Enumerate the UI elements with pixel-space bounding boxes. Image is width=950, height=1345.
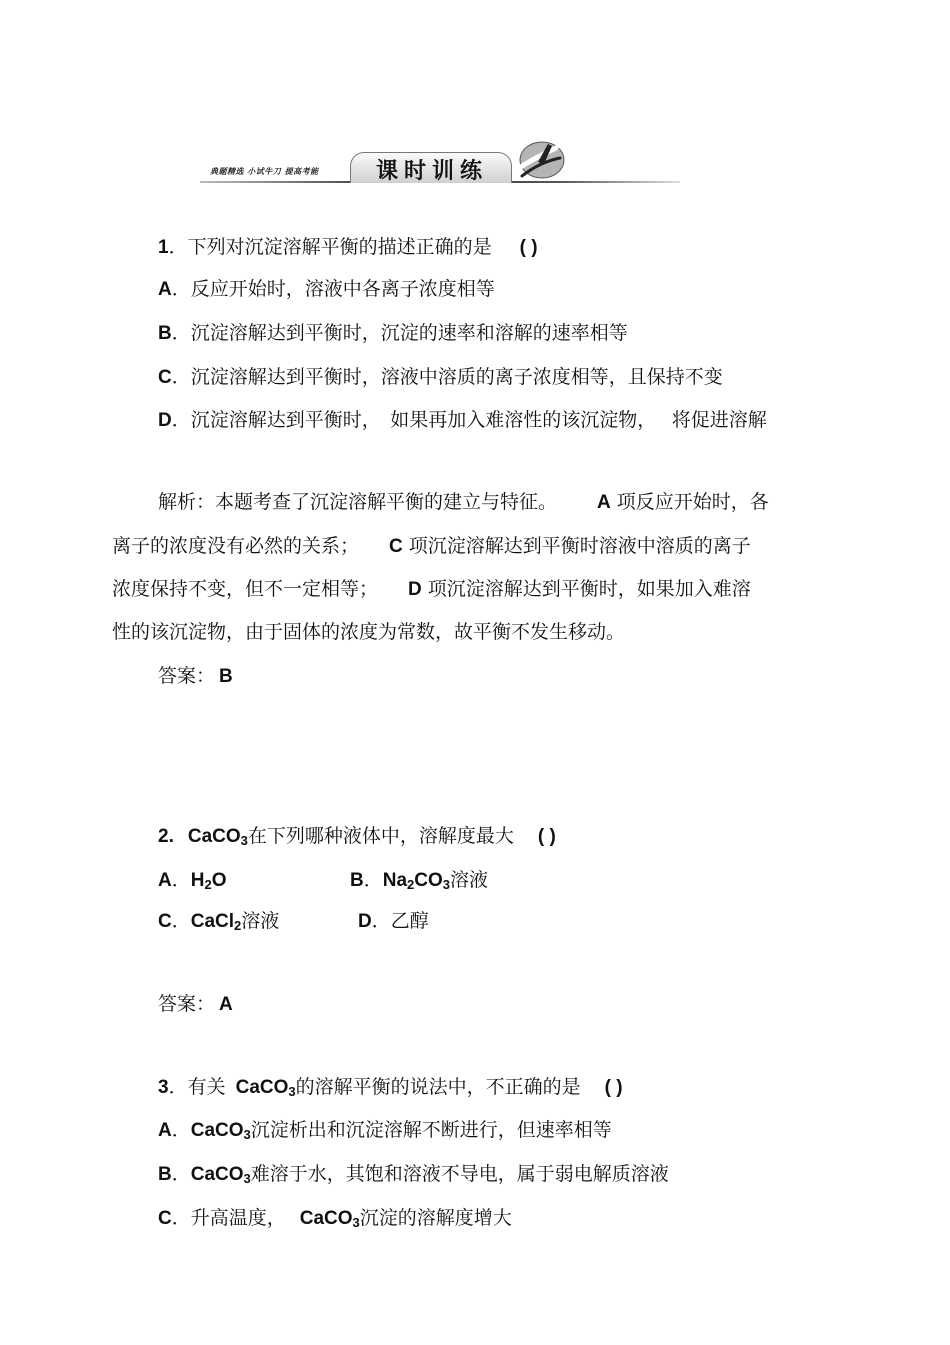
analysis-text: 浓度保持不变，但不一定相等； [112, 578, 379, 600]
option-text: 难溶于水，其饱和溶液不导电，属于弱电解质溶液 [250, 1163, 669, 1185]
option-label: A [158, 1120, 172, 1141]
question-2-number: 2. [158, 826, 174, 847]
bird-emblem-icon [508, 136, 568, 184]
formula-subscript: 2 [204, 877, 212, 892]
question-2-paren: ( ) [537, 826, 556, 847]
banner-title: 课时训练 [376, 158, 489, 184]
option-text: ．沉淀溶解达到平衡时，溶液中溶质的离子浓度相等，且保持不变 [171, 366, 723, 388]
answer-value: A [219, 994, 233, 1015]
analysis-option-ref: C [389, 536, 403, 557]
option-text: ．沉淀溶解达到平衡时， 如果再加入难溶性的该沉淀物， 将促进溶解 [171, 409, 767, 431]
option-label: B [158, 323, 172, 344]
option-label: B [158, 1164, 172, 1185]
option-text: ．沉淀溶解达到平衡时，沉淀的速率和溶解的速率相等 [171, 322, 628, 344]
question-2-option-a [158, 867, 227, 898]
analysis-line-3 [112, 576, 751, 603]
formula-text: CaCO [235, 1077, 289, 1098]
formula-text: Na [382, 870, 408, 891]
analysis-line-2 [112, 533, 751, 560]
option-separator: ． [363, 869, 383, 891]
option-text: 溶液 [450, 869, 489, 891]
formula-text: CO [414, 870, 443, 891]
question-3-text: 的溶解平衡的说法中，不正确的是 [295, 1076, 581, 1098]
option-label: C [158, 911, 172, 932]
option-label: A [158, 870, 172, 891]
option-text: 沉淀的溶解度增大 [359, 1207, 512, 1229]
question-1-paren: ( ) [519, 237, 538, 258]
analysis-text: 项沉淀溶解达到平衡时溶液中溶质的离子 [402, 535, 751, 557]
formula-text: CaCO [187, 826, 241, 847]
analysis-text: 离子的浓度没有必然的关系； [112, 535, 360, 557]
option-label: B [350, 870, 364, 891]
option-separator: ． [171, 1163, 191, 1185]
analysis-option-ref: D [408, 579, 422, 600]
analysis-text: 项沉淀溶解达到平衡时，如果加入难溶 [421, 578, 751, 600]
question-3-text: ．有关 [168, 1076, 226, 1098]
question-2-stem [158, 823, 556, 854]
option-label: D [358, 911, 372, 932]
question-3-stem [158, 1074, 623, 1105]
formula-subscript: 2 [234, 918, 242, 933]
option-text: ．升高温度， [171, 1207, 286, 1229]
formula-text: CaCO [299, 1208, 353, 1229]
option-label: A [158, 279, 172, 300]
question-1-number: 1 [158, 237, 169, 258]
option-separator: ． [171, 869, 191, 891]
option-label: D [158, 410, 172, 431]
question-1-stem [158, 234, 538, 261]
question-2-option-c [158, 908, 279, 939]
formula-text: CaCO [190, 1164, 244, 1185]
question-3-option-c [158, 1205, 512, 1236]
formula-text: CaCO [190, 1120, 244, 1141]
option-text: 沉淀析出和沉淀溶解不断进行，但速率相等 [250, 1119, 612, 1141]
question-1-option-a [158, 276, 495, 303]
question-3-number: 3 [158, 1077, 169, 1098]
analysis-option-ref: A [597, 492, 611, 513]
formula-text: O [211, 870, 227, 891]
option-label: C [158, 367, 172, 388]
option-label: C [158, 1208, 172, 1229]
banner-subtitle: 典题精选 小试牛刀 提高考能 [210, 167, 319, 176]
question-1-option-d [158, 407, 767, 434]
formula-subscript: 3 [288, 1084, 296, 1099]
analysis-text: 解析：本题考查了沉淀溶解平衡的建立与特征。 [158, 491, 558, 513]
option-text: ．反应开始时，溶液中各离子浓度相等 [171, 278, 495, 300]
formula-text: H [190, 870, 205, 891]
answer-label: 答案： [158, 665, 216, 687]
question-1-option-b [158, 320, 628, 347]
option-text: 溶液 [241, 910, 280, 932]
answer-value: B [219, 666, 233, 687]
answer-label: 答案： [158, 993, 216, 1015]
formula-subscript: 3 [243, 1127, 251, 1142]
question-2-option-d [358, 908, 429, 935]
question-3-option-b [158, 1161, 669, 1192]
question-2-option-b [350, 867, 488, 898]
question-2-answer [158, 991, 233, 1018]
analysis-text: 项反应开始时，各 [610, 491, 769, 513]
option-text: ．乙醇 [371, 910, 429, 932]
formula-subscript: 3 [352, 1215, 360, 1230]
analysis-line-4 [112, 619, 625, 645]
question-3-option-a [158, 1117, 612, 1148]
analysis-line-1 [158, 489, 769, 516]
option-separator: ． [171, 1119, 191, 1141]
formula-subscript: 2 [407, 877, 415, 892]
header-banner [200, 132, 680, 192]
formula-subscript: 3 [442, 877, 451, 892]
question-3-paren: ( ) [604, 1077, 623, 1098]
formula-subscript: 3 [243, 1171, 251, 1186]
option-separator: ． [171, 910, 191, 932]
question-2-text: 在下列哪种液体中，溶解度最大 [247, 825, 514, 847]
question-1-answer [158, 663, 233, 690]
formula-subscript: 3 [240, 833, 248, 848]
analysis-text: 性的该沉淀物，由于固体的浓度为常数，故平衡不发生移动。 [112, 621, 626, 643]
question-1-text: ．下列对沉淀溶解平衡的描述正确的是 [168, 236, 492, 258]
question-1-option-c [158, 364, 723, 391]
formula-text: CaCl [190, 911, 235, 932]
